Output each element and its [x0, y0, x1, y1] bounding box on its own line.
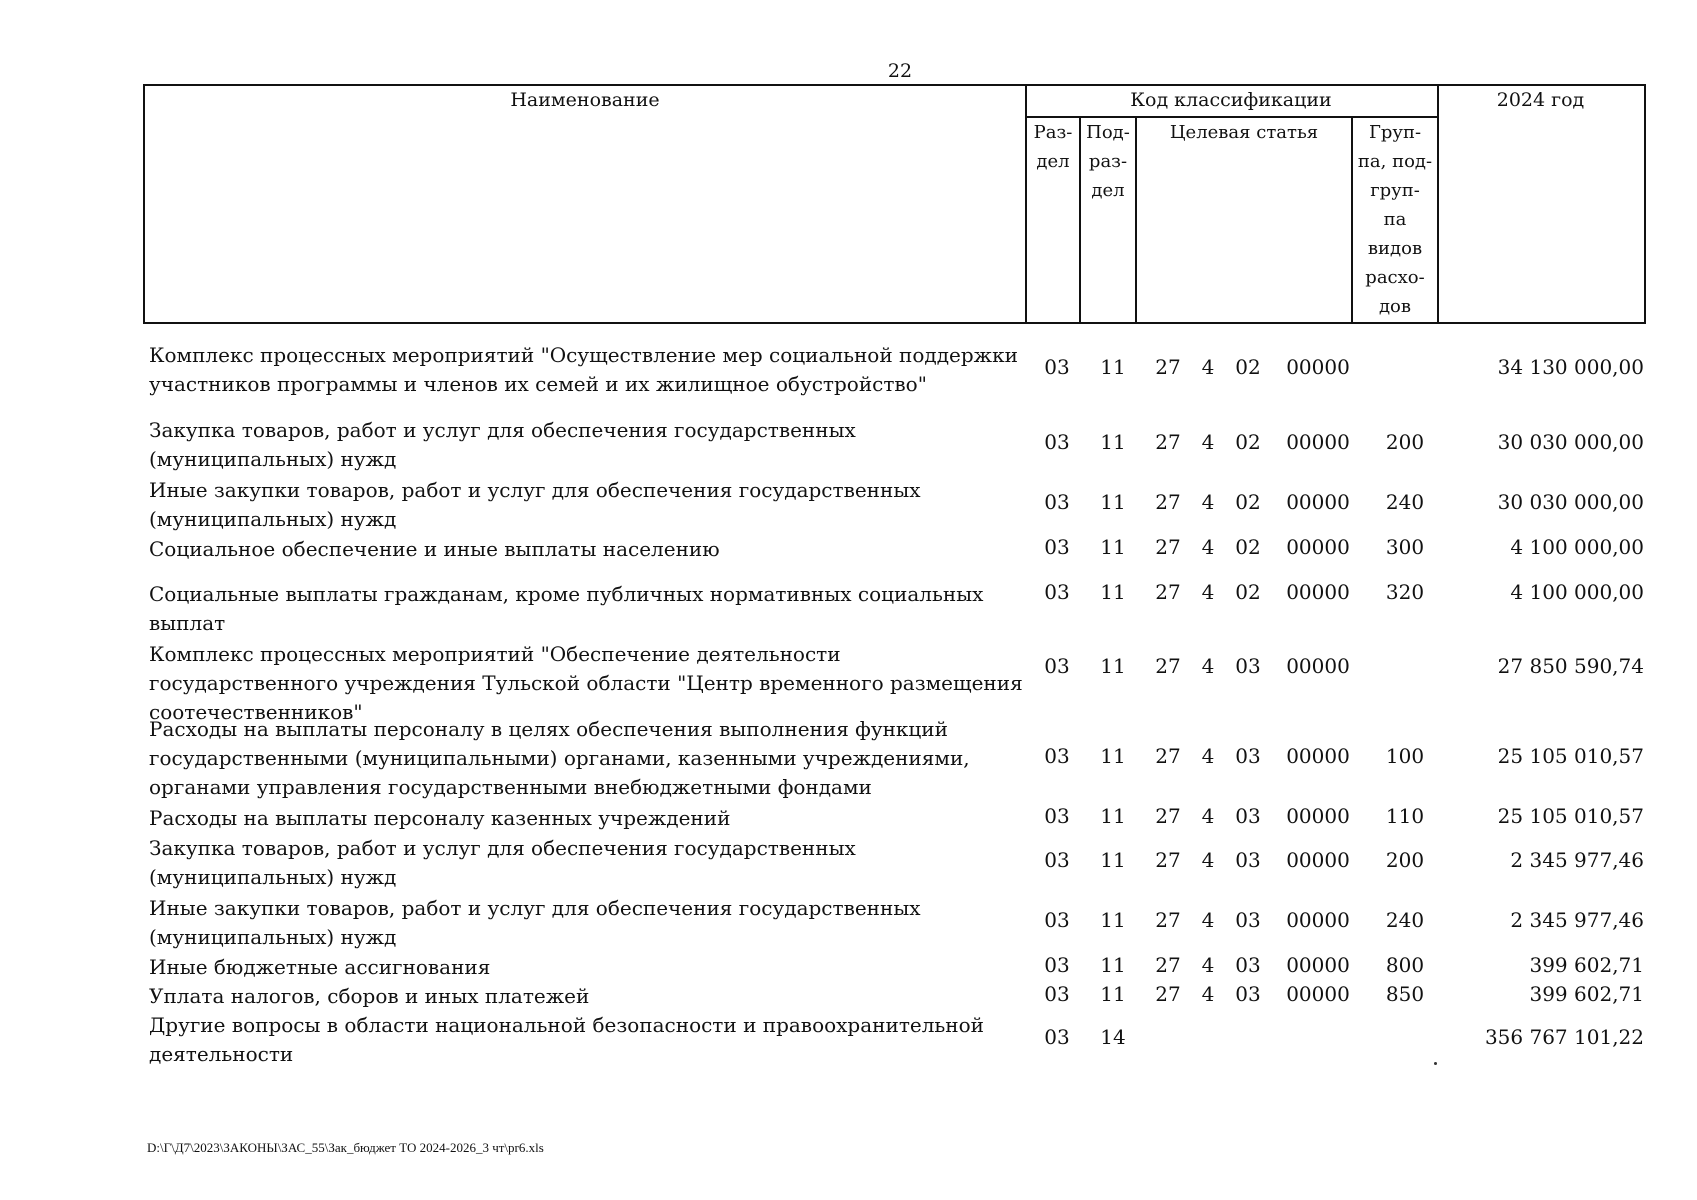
row-target-2: 4	[1201, 490, 1215, 514]
row-podrazdel: 11	[1100, 654, 1126, 678]
row-target-4: 00000	[1286, 908, 1350, 932]
header-name: Наименование	[510, 89, 660, 111]
header-group-line: расхо-	[1365, 267, 1425, 288]
row-target-2: 4	[1201, 430, 1215, 454]
row-group: 100	[1385, 744, 1425, 768]
row-target-3: 03	[1235, 654, 1261, 678]
row-target-2: 4	[1201, 982, 1215, 1006]
row-razdel: 03	[1044, 490, 1070, 514]
row-target-4: 00000	[1286, 580, 1350, 604]
row-razdel: 03	[1044, 953, 1070, 977]
row-target-1: 27	[1155, 535, 1181, 559]
row-name: Комплекс процессных мероприятий "Обеспечение деятельности государственного учреждения Тульской области "Центр временного размещения соотечественников"	[149, 642, 1023, 724]
row-amount: 30 030 000,00	[1497, 430, 1644, 454]
row-target-4: 00000	[1286, 953, 1350, 977]
row-podrazdel: 11	[1100, 355, 1126, 379]
scan-speck	[1434, 1062, 1437, 1065]
row-target-2: 4	[1201, 654, 1215, 678]
row-target-4: 00000	[1286, 355, 1350, 379]
row-group: 200	[1385, 848, 1425, 872]
header-group-line: па	[1383, 209, 1407, 230]
row-target-3: 03	[1235, 744, 1261, 768]
row-target-4: 00000	[1286, 430, 1350, 454]
row-target-4: 00000	[1286, 744, 1350, 768]
row-amount: 27 850 590,74	[1497, 654, 1644, 678]
row-amount: 25 105 010,57	[1497, 804, 1644, 828]
header-group-line: груп-	[1370, 180, 1420, 201]
row-razdel: 03	[1044, 1025, 1070, 1049]
row-target-1: 27	[1155, 848, 1181, 872]
header-group-line: дов	[1378, 296, 1412, 317]
row-amount: 399 602,71	[1529, 953, 1644, 977]
row-target-1: 27	[1155, 804, 1181, 828]
row-target-1: 27	[1155, 744, 1181, 768]
row-group: 240	[1385, 908, 1425, 932]
row-podrazdel: 11	[1100, 848, 1126, 872]
row-podrazdel: 11	[1100, 490, 1126, 514]
row-podrazdel: 11	[1100, 804, 1126, 828]
row-target-1: 27	[1155, 355, 1181, 379]
row-target-4: 00000	[1286, 982, 1350, 1006]
row-target-3: 02	[1235, 355, 1261, 379]
row-target-1: 27	[1155, 982, 1181, 1006]
row-razdel: 03	[1044, 355, 1070, 379]
header-group-line: видов	[1367, 238, 1423, 259]
row-target-3: 02	[1235, 580, 1261, 604]
row-target-4: 00000	[1286, 535, 1350, 559]
row-podrazdel: 11	[1100, 908, 1126, 932]
row-razdel: 03	[1044, 908, 1070, 932]
row-amount: 34 130 000,00	[1497, 355, 1644, 379]
row-target-3: 03	[1235, 953, 1261, 977]
row-target-4: 00000	[1286, 490, 1350, 514]
row-target-1: 27	[1155, 654, 1181, 678]
row-amount: 4 100 000,00	[1510, 535, 1644, 559]
row-amount: 356 767 101,22	[1484, 1025, 1644, 1049]
header-podrazdel-line: дел	[1091, 180, 1125, 201]
row-target-1: 27	[1155, 430, 1181, 454]
row-target-2: 4	[1201, 908, 1215, 932]
row-podrazdel: 11	[1100, 430, 1126, 454]
row-target-4: 00000	[1286, 804, 1350, 828]
row-target-3: 03	[1235, 908, 1261, 932]
row-target-2: 4	[1201, 804, 1215, 828]
row-podrazdel: 11	[1100, 953, 1126, 977]
row-target-3: 03	[1235, 982, 1261, 1006]
row-target-1: 27	[1155, 490, 1181, 514]
row-razdel: 03	[1044, 744, 1070, 768]
row-target-2: 4	[1201, 953, 1215, 977]
row-name: Закупка товаров, работ и услуг для обеспечения государственных (муниципальных) нужд	[149, 836, 856, 889]
row-name: Иные закупки товаров, работ и услуг для обеспечения государственных (муниципальных) нужд	[149, 478, 921, 531]
row-amount: 2 345 977,46	[1510, 908, 1644, 932]
row-group: 200	[1385, 430, 1425, 454]
header-target: Целевая статья	[1169, 122, 1319, 143]
row-group: 110	[1385, 804, 1425, 828]
row-razdel: 03	[1044, 654, 1070, 678]
row-name: Комплекс процессных мероприятий "Осуществление мер социальной поддержки участников программы и членов их семей и их жилищное обустройство"	[149, 343, 1018, 396]
row-target-3: 02	[1235, 535, 1261, 559]
header-group-line: па, под-	[1357, 151, 1433, 172]
header-year: 2024 год	[1496, 89, 1585, 111]
row-target-3: 03	[1235, 804, 1261, 828]
row-amount: 2 345 977,46	[1510, 848, 1644, 872]
row-target-2: 4	[1201, 535, 1215, 559]
row-razdel: 03	[1044, 535, 1070, 559]
header-podrazdel-line: Под-	[1086, 122, 1130, 143]
row-target-3: 02	[1235, 430, 1261, 454]
row-razdel: 03	[1044, 804, 1070, 828]
row-target-2: 4	[1201, 580, 1215, 604]
row-group: 800	[1385, 953, 1425, 977]
row-target-2: 4	[1201, 848, 1215, 872]
row-razdel: 03	[1044, 982, 1070, 1006]
row-amount: 399 602,71	[1529, 982, 1644, 1006]
row-podrazdel: 11	[1100, 744, 1126, 768]
row-name: Социальные выплаты гражданам, кроме публичных нормативных социальных выплат	[149, 582, 984, 635]
row-target-1: 27	[1155, 908, 1181, 932]
row-group: 300	[1385, 535, 1425, 559]
row-target-1: 27	[1155, 580, 1181, 604]
header-razdel-line: дел	[1036, 151, 1070, 172]
header-code-group: Код классификации	[1130, 89, 1332, 111]
row-target-2: 4	[1201, 355, 1215, 379]
row-target-4: 00000	[1286, 654, 1350, 678]
row-group: 240	[1385, 490, 1425, 514]
row-target-4: 00000	[1286, 848, 1350, 872]
row-razdel: 03	[1044, 848, 1070, 872]
row-podrazdel: 11	[1100, 535, 1126, 559]
row-group: 850	[1385, 982, 1425, 1006]
header-podrazdel-line: раз-	[1088, 151, 1128, 172]
row-group: 320	[1385, 580, 1425, 604]
row-name: Уплата налогов, сборов и иных платежей	[149, 984, 590, 1008]
row-name: Расходы на выплаты персоналу в целях обеспечения выполнения функций государственными (муниципальными) органами, казенными учреждениями, органами управления государственными внебюджетными фондами	[149, 717, 970, 799]
row-razdel: 03	[1044, 430, 1070, 454]
row-razdel: 03	[1044, 580, 1070, 604]
row-name: Иные закупки товаров, работ и услуг для обеспечения государственных (муниципальных) нужд	[149, 896, 921, 949]
row-target-2: 4	[1201, 744, 1215, 768]
footer-file-path: D:\Г\Д7\2023\ЗАКОНЫ\ЗАС_55\Зак_бюджет ТО 2024-2026_3 чт\pr6.xls	[147, 1140, 544, 1155]
header-razdel-line: Раз-	[1033, 122, 1073, 143]
row-name: Другие вопросы в области национальной безопасности и правоохранительной деятельности	[149, 1013, 985, 1066]
row-amount: 25 105 010,57	[1497, 744, 1644, 768]
row-name: Социальное обеспечение и иные выплаты населению	[149, 537, 720, 561]
header-group-line: Груп-	[1368, 122, 1422, 143]
row-target-3: 03	[1235, 848, 1261, 872]
row-name: Иные бюджетные ассигнования	[149, 955, 491, 979]
row-podrazdel: 11	[1100, 982, 1126, 1006]
row-name: Расходы на выплаты персоналу казенных учреждений	[149, 806, 731, 830]
row-target-1: 27	[1155, 953, 1181, 977]
row-podrazdel: 14	[1100, 1025, 1126, 1049]
row-amount: 4 100 000,00	[1510, 580, 1644, 604]
row-amount: 30 030 000,00	[1497, 490, 1644, 514]
row-target-3: 02	[1235, 490, 1261, 514]
page-number: 22	[887, 60, 913, 82]
row-name: Закупка товаров, работ и услуг для обеспечения государственных (муниципальных) нужд	[149, 418, 856, 471]
row-podrazdel: 11	[1100, 580, 1126, 604]
